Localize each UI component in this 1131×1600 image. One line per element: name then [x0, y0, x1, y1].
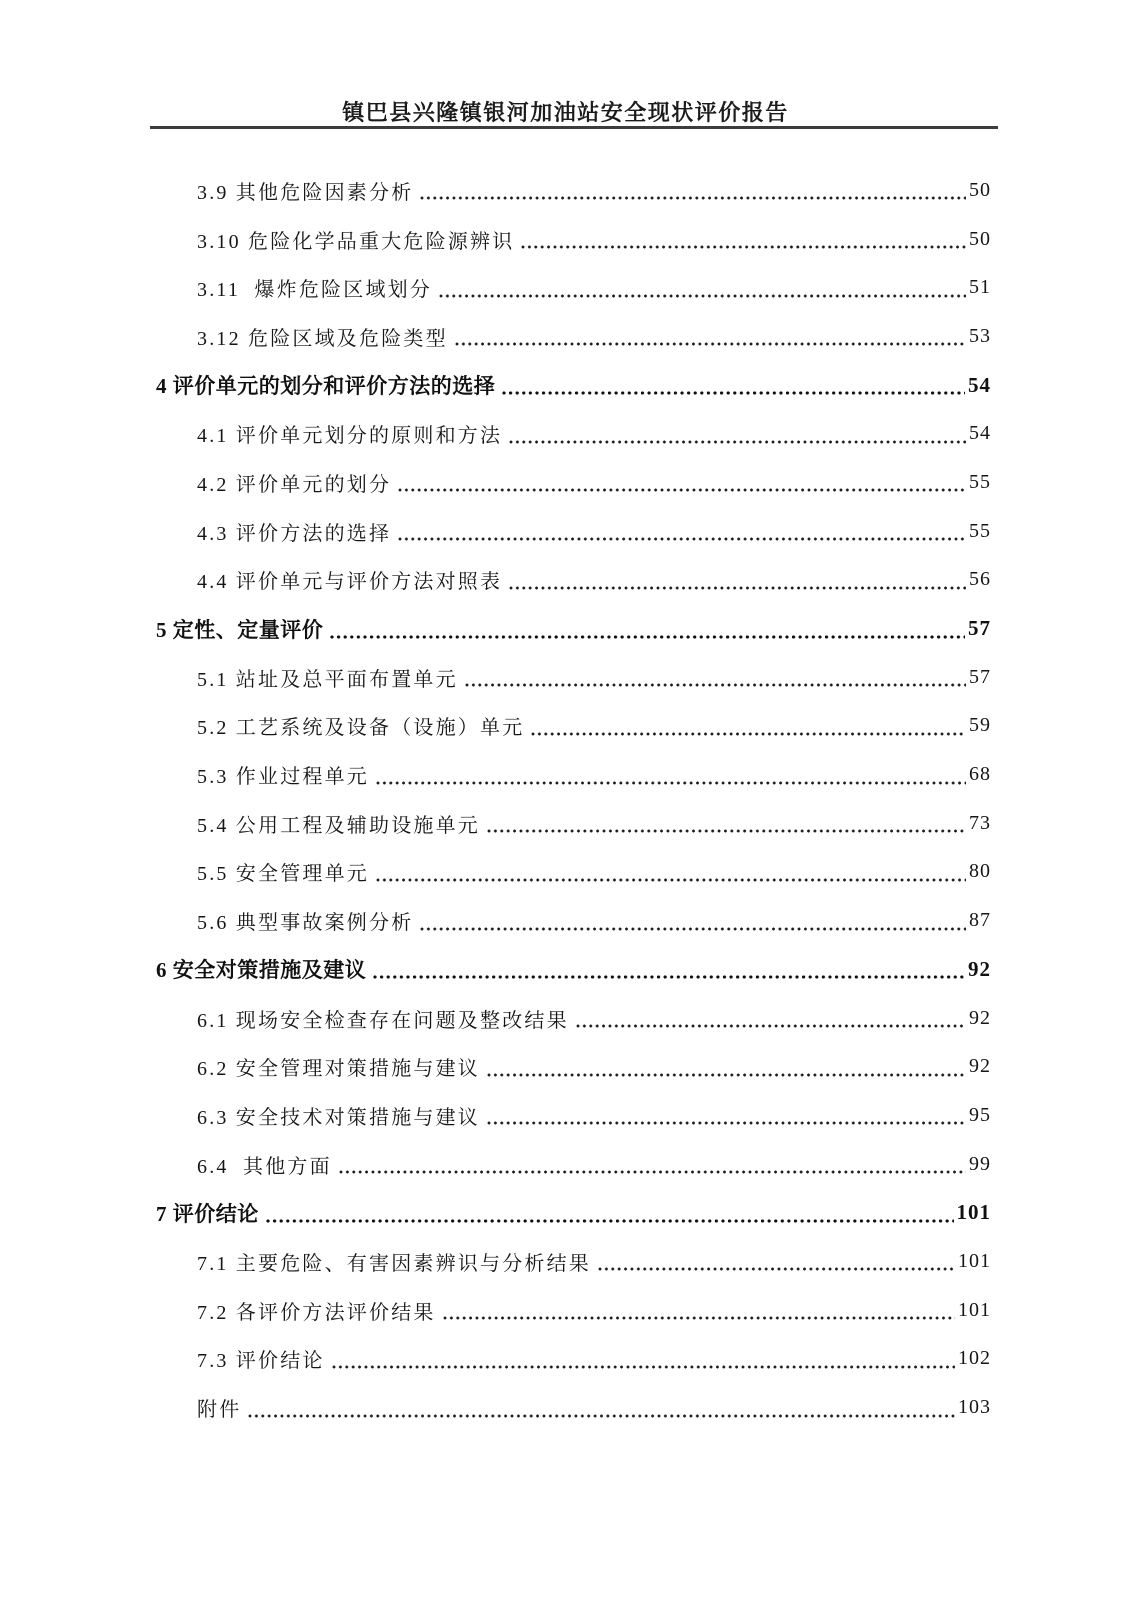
toc-entry [156, 409, 991, 458]
toc-entry [156, 1237, 991, 1286]
toc-entry [156, 1286, 991, 1335]
toc-entry-label: 3.12 危险区域及危险类型 [197, 327, 448, 350]
dot-leader-icon [443, 1316, 955, 1320]
toc-entry [156, 702, 991, 751]
toc-entry [156, 361, 991, 410]
toc-entry-page-number: 101 [956, 1200, 991, 1225]
toc-entry-page-number: 57 [968, 616, 991, 641]
toc-entry [156, 1188, 991, 1237]
toc-entry-label: 5.2 工艺系统及设备（设施）单元 [197, 717, 525, 740]
dot-leader-icon [465, 683, 966, 687]
dot-leader-icon [521, 245, 966, 249]
toc-entry [156, 994, 991, 1043]
toc-entry [156, 312, 991, 361]
toc-entry-page-number: 101 [958, 1249, 991, 1272]
toc-entry-page-number: 68 [969, 763, 991, 786]
toc-entry [156, 945, 991, 994]
toc-entry-page-number: 50 [969, 178, 991, 201]
dot-leader-icon [266, 1219, 954, 1223]
toc-entry [156, 263, 991, 312]
dot-leader-icon [531, 732, 966, 736]
toc-entry-label: 5.6 典型事故案例分析 [197, 912, 414, 935]
running-header-title: 镇巴县兴隆镇银河加油站安全现状评价报告 [342, 100, 789, 125]
dot-leader-icon [373, 975, 965, 979]
toc-entry [156, 166, 991, 215]
dot-leader-icon [339, 1170, 966, 1174]
dot-leader-icon [487, 829, 966, 833]
toc-entry-label: 6.3 安全技术对策措施与建议 [197, 1106, 480, 1129]
toc-entry-page-number: 92 [968, 956, 991, 981]
toc-entry [156, 799, 991, 848]
dot-leader-icon [439, 294, 966, 298]
toc-entry-label: 7.2 各评价方法评价结果 [197, 1301, 436, 1324]
toc-entry-label: 3.11 爆炸危险区域划分 [197, 279, 433, 302]
dot-leader-icon [502, 391, 965, 395]
toc-entry-page-number: 53 [969, 324, 991, 347]
dot-leader-icon [576, 1024, 966, 1028]
toc-entry-page-number: 50 [969, 227, 991, 250]
toc-entry-page-number: 101 [958, 1298, 991, 1321]
toc-entry [156, 1140, 991, 1189]
toc-entry [156, 1091, 991, 1140]
dot-leader-icon [509, 586, 966, 590]
toc-entry-page-number: 102 [958, 1347, 991, 1370]
toc-entry-label: 5.4 公用工程及辅助设施单元 [197, 814, 480, 837]
toc-entry-page-number: 92 [969, 1055, 991, 1078]
toc-entry-label: 5 定性、定量评价 [156, 617, 324, 642]
toc-entry-label: 6.2 安全管理对策措施与建议 [197, 1058, 480, 1081]
header-rule [150, 126, 998, 129]
toc-entry-label: 7.3 评价结论 [197, 1350, 325, 1373]
toc-entry [156, 848, 991, 897]
toc-entry-label: 6.1 现场安全检查存在问题及整改结果 [197, 1009, 569, 1032]
toc-entry [156, 653, 991, 702]
toc-entry-page-number: 95 [969, 1103, 991, 1126]
toc-entry-label: 4.4 评价单元与评价方法对照表 [197, 571, 503, 594]
toc-entry [156, 1042, 991, 1091]
toc-entry-label: 5.1 站址及总平面布置单元 [197, 668, 458, 691]
toc-entry-label: 4.3 评价方法的选择 [197, 522, 392, 545]
toc-entry-page-number: 51 [969, 276, 991, 299]
dot-leader-icon [420, 927, 966, 931]
toc-entry [156, 896, 991, 945]
toc-entry-label: 7 评价结论 [156, 1201, 259, 1226]
toc-entry [156, 1383, 991, 1432]
toc-entry-label: 7.1 主要危险、有害因素辨识与分析结果 [197, 1252, 591, 1275]
toc-entry-page-number: 57 [969, 665, 991, 688]
dot-leader-icon [398, 488, 966, 492]
toc-entry-label: 附件 [197, 1399, 242, 1422]
toc-entry-page-number: 99 [969, 1152, 991, 1175]
toc-entry-label: 4.1 评价单元划分的原则和方法 [197, 425, 503, 448]
toc-entry-label: 4.2 评价单元的划分 [197, 473, 392, 496]
toc-entry-page-number: 73 [969, 811, 991, 834]
toc-entry-label: 4 评价单元的划分和评价方法的选择 [156, 374, 496, 399]
toc-entry-page-number: 103 [958, 1396, 991, 1419]
toc-entry-page-number: 54 [968, 372, 991, 397]
toc-entry-label: 3.9 其他危险因素分析 [197, 181, 414, 204]
toc-entry-page-number: 92 [969, 1006, 991, 1029]
dot-leader-icon [376, 781, 966, 785]
dot-leader-icon [330, 635, 965, 639]
toc-entry-label: 5.3 作业过程单元 [197, 766, 369, 789]
dot-leader-icon [509, 440, 966, 444]
toc-entry-label: 3.10 危险化学品重大危险源辨识 [197, 230, 515, 253]
toc-entry [156, 750, 991, 799]
toc-entry [156, 556, 991, 605]
toc-entry-page-number: 54 [969, 422, 991, 445]
dot-leader-icon [248, 1414, 955, 1418]
dot-leader-icon [487, 1121, 966, 1125]
dot-leader-icon [455, 342, 966, 346]
toc-entry [156, 507, 991, 556]
dot-leader-icon [487, 1073, 966, 1077]
toc-entry-page-number: 87 [969, 909, 991, 932]
dot-leader-icon [332, 1365, 955, 1369]
toc-entry-label: 5.5 安全管理单元 [197, 863, 369, 886]
toc-entry-page-number: 56 [969, 568, 991, 591]
toc-entry-page-number: 55 [969, 519, 991, 542]
dot-leader-icon [598, 1267, 955, 1271]
toc-entry-page-number: 55 [969, 470, 991, 493]
toc-entry-label: 6.4 其他方面 [197, 1155, 332, 1178]
dot-leader-icon [420, 196, 966, 200]
toc-entry [156, 604, 991, 653]
toc-entry [156, 458, 991, 507]
toc-entry-page-number: 59 [969, 714, 991, 737]
dot-leader-icon [398, 537, 966, 541]
table-of-contents [156, 166, 991, 1432]
toc-entry [156, 1335, 991, 1384]
dot-leader-icon [376, 878, 966, 882]
toc-entry-page-number: 80 [969, 860, 991, 883]
toc-entry-label: 6 安全对策措施及建议 [156, 958, 367, 983]
toc-entry [156, 215, 991, 264]
